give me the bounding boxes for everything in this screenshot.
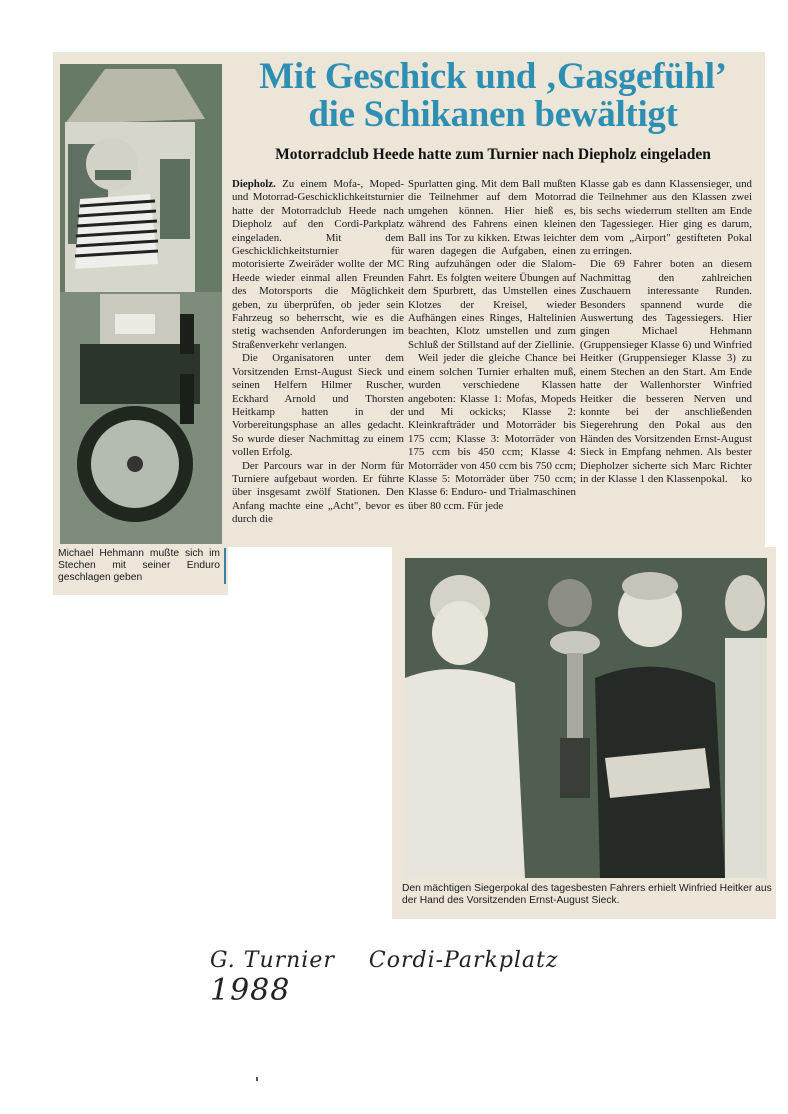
paragraph: Klasse gab es dann Klassensieger, und die Teilnehmer aus den Klassen zwei bis sechs wiederrum stellten am Ende den Tagessieger. Hier ging es darum, dem vom „Airport" gestifteten Pokal zu erringen.: [580, 178, 752, 258]
headline-line-2: die Schikanen bewältigt: [308, 94, 678, 135]
photo-motorcyclist-enduro: [60, 64, 222, 544]
handwritten-note-location: Cordi-Parkplatz: [368, 948, 559, 973]
photo-motorcyclist-illustration: [60, 64, 222, 544]
headline-line-1: Mit Geschick und ‚Gasgefühl’: [259, 56, 727, 97]
article-column-1: [232, 178, 404, 527]
handwritten-note-year: 1988: [210, 973, 291, 1008]
author-signature: ko: [741, 472, 752, 485]
dateline: Diepholz.: [232, 178, 276, 190]
headline: [228, 58, 758, 134]
paragraph: [232, 178, 404, 352]
paragraph: Spurlatten ging. Mit dem Ball mußten die Teilnehmer auf dem Motorrad umgehen können. Hier hieß es, während des Fahrens einen kleinen Ball ins Tor zu kikken. Etwas leichter waren dagegen die Aufgaben, einen Ring aufzuhängen oder die Slalom-Fahrt. Es folgten weitere Übungen auf dem Spurbrett, das Umstellen eines Klotzes der Kreisel, wieder Aufhängen eines Ringes, Haltelinien beachten, Klotz umstellen und zum Schluß der Stillstand auf der Ziellinie.: [408, 178, 576, 351]
paragraph: Der Parcours war in der Norm für Turniere aufgebaut worden. Er führte über insgesamt zwölf Stationen. Den Anfang machte eine „Acht", bevor es durch die: [232, 459, 404, 526]
paragraph-text: Die 69 Fahrer boten an diesem Nachmittag den zahlreichen Zuschauern interessante Runden. Besonders spannend wurde die Auswertung des Tagessiegers. Hier gingen Michael Hehmann (Gruppensieger Klasse 6) und Winfried Heitker (Gruppensieger Klasse 3) zu einem Stechen an den Start. Am Ende hatte der Wallenhorster Winfried Heitker die besseren Nerven und konnte bei der anschließenden Siegerehrung den Pokal aus den Händen des Vorsitzenden Ernst-August Sieck in Empfang nehmen. Als bester Diepholzer sicherte sich Marc Richter in der Klasse 1 den Klassenpokal.: [580, 258, 752, 485]
paragraph: [580, 258, 752, 486]
photo-trophy-presentation: [405, 558, 767, 878]
photo-caption-2: Den mächtigen Siegerpokal des tagesbesten Fahrers erhielt Winfried Heitker aus der Hand des Vorsitzenden Ernst-August Sieck.: [402, 883, 772, 906]
handwritten-note-event: G. Turnier: [210, 948, 335, 973]
subheadline: Motorradclub Heede hatte zum Turnier nach Diepholz eingeladen: [275, 146, 711, 163]
article-column-3: [580, 178, 752, 486]
paragraph: Die Organisatoren unter dem Vorsitzenden Ernst-August Sieck und seinen Helfern Hilmer Ruscher, Eckhard Arnold und Thorsten Heitkamp hatten in der Vorbereitungsphase an alles gedacht. So wurde dieser Nachmittag zu einem vollen Erfolg.: [232, 352, 404, 459]
article-column-2: [408, 178, 576, 513]
paragraph: Weil jeder die gleiche Chance bei einem solchen Turnier erhalten muß, wurden verschiedene Klassen angeboten: Klasse 1: Mofas, Mopeds und Mi ockicks; Klasse 2: Kleinkrafträder und Motorräder bis 175 ccm; Klasse 3: Motorräder von 175 ccm bis 450 ccm; Klasse 4: Motorräder von 450 ccm bis 750 ccm; Klasse 5: Motorräder über 750 ccm; Klasse 6: Enduro- und Trialmaschinen über 80 ccm. Für jede: [408, 352, 576, 512]
scan-speck: [256, 1077, 258, 1081]
photo-caption-1: Michael Hehmann mußte sich im Stechen mit seiner Enduro geschlagen geben: [58, 548, 226, 584]
paragraph-text: Zu einem Mofa-, Moped- und Motorrad-Geschicklichkeitsturnier hatte der Motorradclub Heede nach Diepholz auf den Cordi-Parkplatz eingeladen. Mit dem Geschicklichkeitsturnier für motorisierte Zweiräder wollte der MC Heede wieder einmal allen Freunden des Motorsports die Möglichkeit geben, zu überprüfen, ob jeder sein Fahrzeug so beherrscht, wie es die stetig wachsenden Anforderungen im Straßenverkehr verlangen.: [232, 178, 404, 351]
photo-trophy-illustration: [405, 558, 767, 878]
handwritten-note: [210, 948, 650, 1008]
